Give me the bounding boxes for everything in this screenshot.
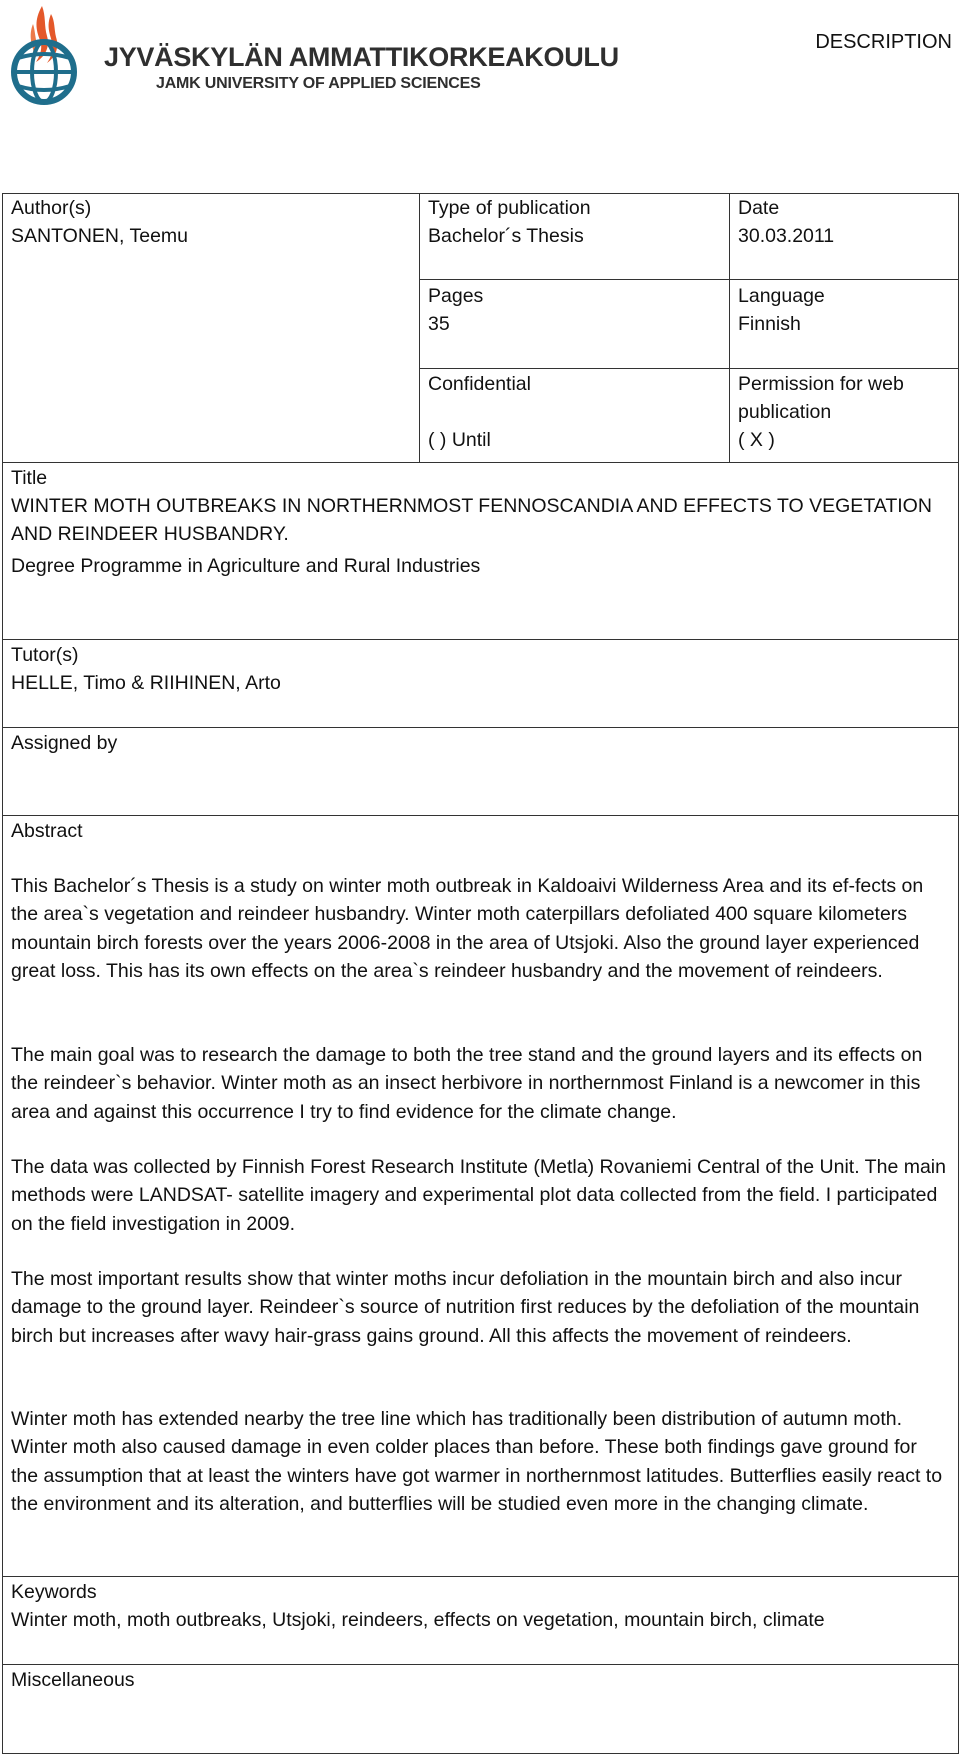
row-divider — [2, 727, 959, 728]
tutor-label: Tutor(s) — [11, 644, 79, 666]
abstract-paragraph: The most important results show that winter moths incur defoliation in the mountain birch and also incur damage to the ground layer. Reindeer`s source of nutrition first reduces by the defoliation of the mountain birch but increases after wavy hair-grass gains ground. All this affects the movement of reindeers. — [11, 1268, 920, 1347]
language-label: Language — [738, 285, 825, 307]
title-label: Title — [11, 467, 48, 489]
row-divider — [2, 815, 959, 816]
row-divider — [2, 639, 959, 640]
publication-type-label: Type of publication — [428, 197, 591, 219]
assigned-by-label: Assigned by — [11, 732, 118, 754]
university-name-english: JAMK UNIVERSITY OF APPLIED SCIENCES — [156, 75, 481, 92]
author-label: Author(s) — [11, 197, 92, 219]
document-type-heading: DESCRIPTION — [815, 31, 952, 53]
tutor-value: HELLE, Timo & RIIHINEN, Arto — [11, 672, 281, 694]
university-name-finnish: JYVÄSKYLÄN AMMATTIKORKEAKOULU — [104, 42, 619, 72]
thesis-title: AND REINDEER HUSBANDRY. — [11, 523, 289, 545]
row-divider — [419, 279, 959, 280]
pages-label: Pages — [428, 285, 484, 307]
date-label: Date — [738, 197, 780, 219]
column-divider-2 — [729, 193, 730, 462]
university-logo — [6, 2, 619, 108]
row-divider — [2, 1664, 959, 1665]
miscellaneous-label: Miscellaneous — [11, 1669, 135, 1691]
column-divider-1 — [419, 193, 420, 462]
abstract-label: Abstract — [11, 820, 83, 842]
confidential-label: Confidential — [428, 373, 531, 395]
confidential-value: ( ) Until — [428, 429, 491, 451]
date-value: 30.03.2011 — [738, 225, 835, 247]
keywords-label: Keywords — [11, 1581, 97, 1603]
web-permission-label: Permission for web — [738, 373, 904, 395]
web-permission-value: ( X ) — [738, 429, 775, 451]
language-value: Finnish — [738, 313, 801, 335]
abstract-paragraph: The main goal was to research the damage to both the tree stand and the ground layers and its effects on the reindeer`s behavior. Winter moth as an insect herbivore in northernmost Finland is a newcomer in this area and against this occurrence I try to find evidence for the climate change. — [11, 1044, 923, 1123]
publication-type-value: Bachelor´s Thesis — [428, 225, 584, 247]
abstract-paragraph: Winter moth has extended nearby the tree line which has traditionally been distribution of autumn moth. Winter moth also caused damage in even colder places than before. These both findings gave ground for the assumption that at least the winters have got warmer in northernmost latitudes. Butterflies easily react to the environment and its alteration, and butterflies will be studied even more in the changing climate. — [11, 1408, 943, 1515]
row-divider — [2, 1576, 959, 1577]
degree-programme: Degree Programme in Agriculture and Rural Industries — [11, 555, 481, 577]
abstract-paragraph: This Bachelor´s Thesis is a study on winter moth outbreak in Kaldoaivi Wilderness Area and its ef-fects on the area`s vegetation and reindeer husbandry. Winter moth caterpillars defoliated 400 square kilometers mountain birch forests over the years 2006-2008 in the area of Utsjoki. Also the ground layer experienced great loss. This has its own effects on the area`s reindeer husbandry and the movement of reindeers. — [11, 875, 924, 982]
keywords-value: Winter moth, moth outbreaks, Utsjoki, reindeers, effects on vegetation, mountain birch, climate — [11, 1609, 825, 1631]
globe-flame-icon — [6, 2, 86, 108]
row-divider — [419, 368, 959, 369]
thesis-title: WINTER MOTH OUTBREAKS IN NORTHERNMOST FENNOSCANDIA AND EFFECTS TO VEGETATION — [11, 495, 932, 517]
row-divider — [2, 462, 959, 463]
pages-value: 35 — [428, 313, 450, 335]
abstract-paragraph: The data was collected by Finnish Forest Research Institute (Metla) Rovaniemi Central of the Unit. The main methods were LANDSAT- satellite imagery and experimental plot data collected from the field. I participated on the field investigation in 2009. — [11, 1156, 946, 1235]
author-value: SANTONEN, Teemu — [11, 225, 189, 247]
web-permission-label: publication — [738, 401, 832, 423]
